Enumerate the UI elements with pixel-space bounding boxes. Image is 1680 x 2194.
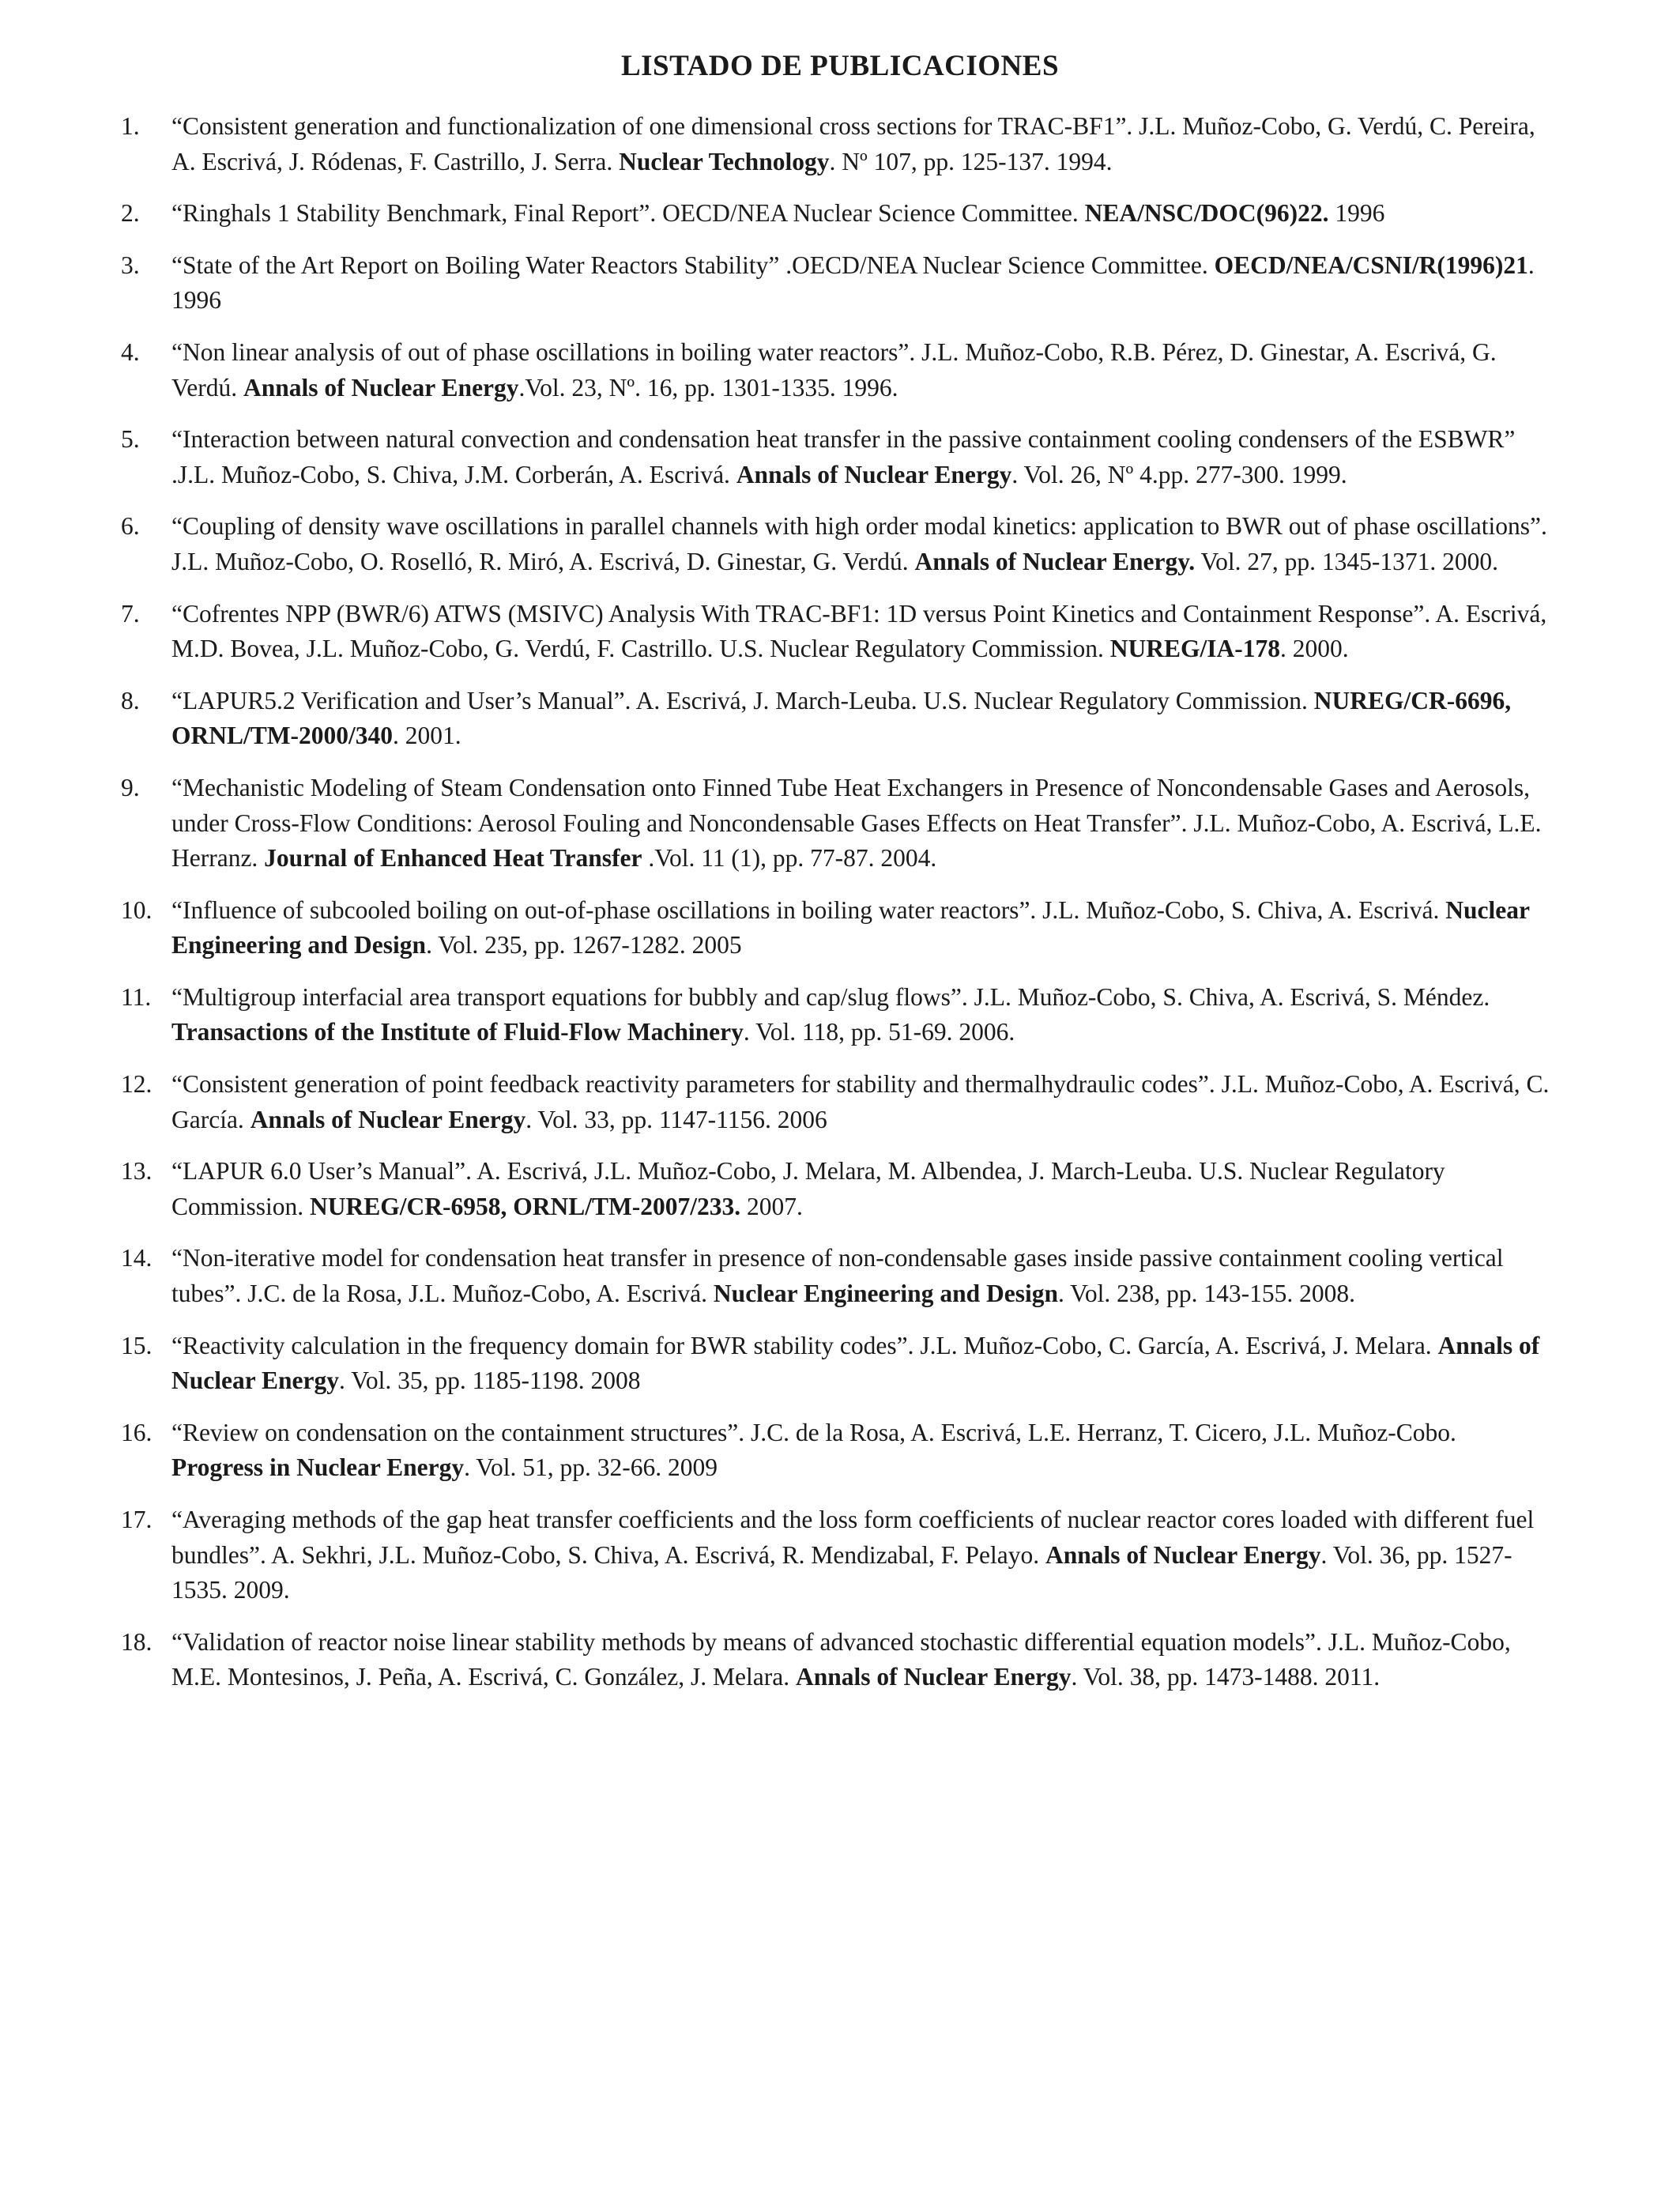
publication-number: 17. [121, 1506, 153, 1533]
publication-number: 14. [121, 1244, 153, 1272]
publication-item [0, 771, 1680, 876]
publication-venue: Nuclear Engineering and Design [171, 895, 1530, 959]
publication-list [0, 109, 1680, 1712]
publication-item [0, 684, 1680, 754]
publication-citation: “Coupling of density wave oscillations in parallel channels with high order modal kinetics: application to BWR out of phase oscillations”. J.L. Muñoz-Cobo, O. Roselló, R. Miró, A. Escrivá, D. Ginestar, G. Verdú. [171, 512, 1547, 575]
publication-number: 13. [121, 1157, 153, 1186]
publication-item [0, 1241, 1680, 1311]
publication-venue: Annals of Nuclear Energy [250, 1105, 526, 1133]
publication-citation: “State of the Art Report on Boiling Water Reactors Stability” .OECD/NEA Nuclear Science Committee. [171, 251, 1215, 279]
publication-item [0, 1625, 1680, 1695]
publication-venue: Annals of Nuclear Energy [171, 1331, 1540, 1395]
publication-number: 18. [121, 1627, 153, 1656]
publication-details: .Vol. 23, Nº. 16, pp. 1301-1335. 1996. [518, 373, 898, 401]
publication-citation: “Non-iterative model for condensation heat transfer in presence of non-condensable gases inside passive containment cooling vertical tubes”. J.C. de la Rosa, J.L. Muñoz-Cobo, A. Escrivá. [171, 1244, 1504, 1308]
publication-citation: “Cofrentes NPP (BWR/6) ATWS (MSIVC) Analysis With TRAC-BF1: 1D versus Point Kinetics and Containment Response”. A. Escrivá, M.D. Bovea, J.L. Muñoz-Cobo, G. Verdú, F. Castrillo. U.S. Nuclear Regulatory Commission. [171, 599, 1547, 663]
publication-item [0, 422, 1680, 492]
publication-citation: “LAPUR5.2 Verification and User’s Manual”. A. Escrivá, J. March-Leuba. U.S. Nuclear Regulatory Commission. [171, 686, 1314, 714]
publication-citation: “LAPUR 6.0 User’s Manual”. A. Escrivá, J.L. Muñoz-Cobo, J. Melara, M. Albendea, J. March-Leuba. U.S. Nuclear Regulatory Commission. [171, 1157, 1445, 1220]
publication-number: 3. [121, 251, 140, 279]
publication-number: 16. [121, 1418, 153, 1446]
publication-item [0, 1502, 1680, 1608]
publication-number: 12. [121, 1070, 153, 1099]
publication-venue: Nuclear Engineering and Design [713, 1280, 1058, 1308]
publication-details: . Vol. 118, pp. 51-69. 2006. [743, 1018, 1015, 1046]
publication-citation: “Consistent generation of point feedback reactivity parameters for stability and thermalhydraulic codes”. J.L. Muñoz-Cobo, A. Escrivá, C. García. [171, 1070, 1550, 1133]
publication-details: . Vol. 238, pp. 143-155. 2008. [1058, 1280, 1355, 1308]
publication-item [0, 1067, 1680, 1137]
publication-citation: “Review on condensation on the containment structures”. J.C. de la Rosa, A. Escrivá, L.E. Herranz, T. Cicero, J.L. Muñoz-Cobo. [171, 1418, 1456, 1446]
publication-number: 4. [121, 337, 140, 366]
publication-number: 5. [121, 425, 140, 454]
page-title: LISTADO DE PUBLICACIONES [620, 50, 1060, 82]
publication-details: . Vol. 51, pp. 32-66. 2009 [464, 1453, 718, 1482]
publication-details: . 1996 [171, 251, 1535, 315]
publication-venue: NUREG/IA-178 [1109, 635, 1280, 663]
publication-details: . Vol. 235, pp. 1267-1282. 2005 [426, 931, 742, 959]
publication-item [0, 248, 1680, 319]
publication-details: . 2001. [393, 722, 461, 750]
publication-item [0, 1416, 1680, 1486]
publication-number: 8. [121, 686, 140, 714]
publication-number: 6. [121, 512, 140, 541]
publication-item [0, 196, 1680, 232]
publication-venue: Annals of Nuclear Energy [1045, 1540, 1321, 1569]
publication-citation: “Consistent generation and functionalization of one dimensional cross sections for TRAC-BF1”. J.L. Muñoz-Cobo, G. Verdú, C. Pereira, A. Escrivá, J. Ródenas, F. Castrillo, J. Serra. [171, 112, 1535, 175]
publication-details: . 2000. [1279, 635, 1349, 663]
publication-details: .Vol. 11 (1), pp. 77-87. 2004. [642, 844, 937, 873]
publication-item [0, 1154, 1680, 1224]
publication-venue: Annals of Nuclear Energy. [914, 547, 1196, 575]
publication-item [0, 980, 1680, 1050]
publication-item [0, 109, 1680, 179]
publication-citation: “Mechanistic Modeling of Steam Condensation onto Finned Tube Heat Exchangers in Presence of Noncondensable Gases and Aerosols, under Cross-Flow Conditions: Aerosol Fouling and Noncondensable Gases Effects on Heat Transfer”. J.L. Muñoz-Cobo, A. Escrivá, L.E. Herranz. [171, 773, 1542, 873]
publication-item [0, 335, 1680, 405]
publication-item [0, 893, 1680, 963]
publication-venue: Annals of Nuclear Energy [243, 373, 519, 401]
publication-details: . Vol. 26, Nº 4.pp. 277-300. 1999. [1011, 460, 1347, 488]
publication-number: 10. [121, 895, 153, 924]
publication-details: 2007. [740, 1192, 803, 1220]
publication-details: . Vol. 35, pp. 1185-1198. 2008 [339, 1367, 641, 1395]
publication-venue: NUREG/CR-6696, ORNL/TM-2000/340 [171, 686, 1512, 750]
publication-details: . Nº 107, pp. 125-137. 1994. [829, 147, 1113, 175]
publication-venue: Transactions of the Institute of Fluid-Flow Machinery [171, 1018, 744, 1046]
publication-number: 9. [121, 773, 140, 801]
publication-venue: Journal of Enhanced Heat Transfer [264, 844, 642, 873]
publication-citation: “Non linear analysis of out of phase oscillations in boiling water reactors”. J.L. Muñoz-Cobo, R.B. Pérez, D. Ginestar, A. Escrivá, G. Verdú. [171, 337, 1497, 401]
publication-details: Vol. 27, pp. 1345-1371. 2000. [1195, 547, 1499, 575]
publication-number: 15. [121, 1331, 153, 1359]
publication-venue: Annals of Nuclear Energy [736, 460, 1012, 488]
publication-item [0, 597, 1680, 667]
publication-details: . Vol. 33, pp. 1147-1156. 2006 [525, 1105, 827, 1133]
publication-venue: Annals of Nuclear Energy [795, 1663, 1072, 1691]
publication-venue: NUREG/CR-6958, ORNL/TM-2007/233. [310, 1192, 741, 1220]
publication-venue: Progress in Nuclear Energy [171, 1453, 465, 1482]
publication-venue: Nuclear Technology [619, 147, 830, 175]
publication-details: . Vol. 36, pp. 1527-1535. 2009. [171, 1540, 1512, 1604]
publication-number: 11. [121, 982, 152, 1011]
publication-number: 2. [121, 199, 140, 228]
publication-citation: “Averaging methods of the gap heat transfer coefficients and the loss form coefficients of nuclear reactor cores loaded with different fuel bundles”. A. Sekhri, J.L. Muñoz-Cobo, S. Chiva, A. Escrivá, R. Mendizabal, F. Pelayo. [171, 1506, 1535, 1569]
publication-citation: “Multigroup interfacial area transport equations for bubbly and cap/slug flows”. J.L. Muñoz-Cobo, S. Chiva, A. Escrivá, S. Méndez. [171, 982, 1490, 1011]
publication-venue: NEA/NSC/DOC(96)22. [1084, 199, 1329, 228]
publication-citation: “Influence of subcooled boiling on out-of-phase oscillations in boiling water reactors”. J.L. Muñoz-Cobo, S. Chiva, A. Escrivá. [171, 895, 1446, 924]
publication-details: 1996 [1328, 199, 1385, 228]
publication-venue: OECD/NEA/CSNI/R(1996)21 [1214, 251, 1528, 279]
publication-item [0, 1329, 1680, 1399]
publication-citation: “Reactivity calculation in the frequency domain for BWR stability codes”. J.L. Muñoz-Cobo, C. García, A. Escrivá, J. Melara. [171, 1331, 1438, 1359]
publication-number: 1. [121, 112, 140, 140]
publication-citation: “Ringhals 1 Stability Benchmark, Final Report”. OECD/NEA Nuclear Science Committee. [171, 199, 1085, 228]
publication-details: . Vol. 38, pp. 1473-1488. 2011. [1071, 1663, 1381, 1691]
publication-citation: “Interaction between natural convection and condensation heat transfer in the passive containment cooling condensers of the ESBWR” .J.L. Muñoz-Cobo, S. Chiva, J.M. Corberán, A. Escrivá. [171, 425, 1516, 488]
publication-number: 7. [121, 599, 140, 628]
publication-citation: “Validation of reactor noise linear stability methods by means of advanced stochastic differential equation models”. J.L. Muñoz-Cobo, M.E. Montesinos, J. Peña, A. Escrivá, C. González, J. Melara. [171, 1627, 1511, 1691]
publication-item [0, 509, 1680, 579]
